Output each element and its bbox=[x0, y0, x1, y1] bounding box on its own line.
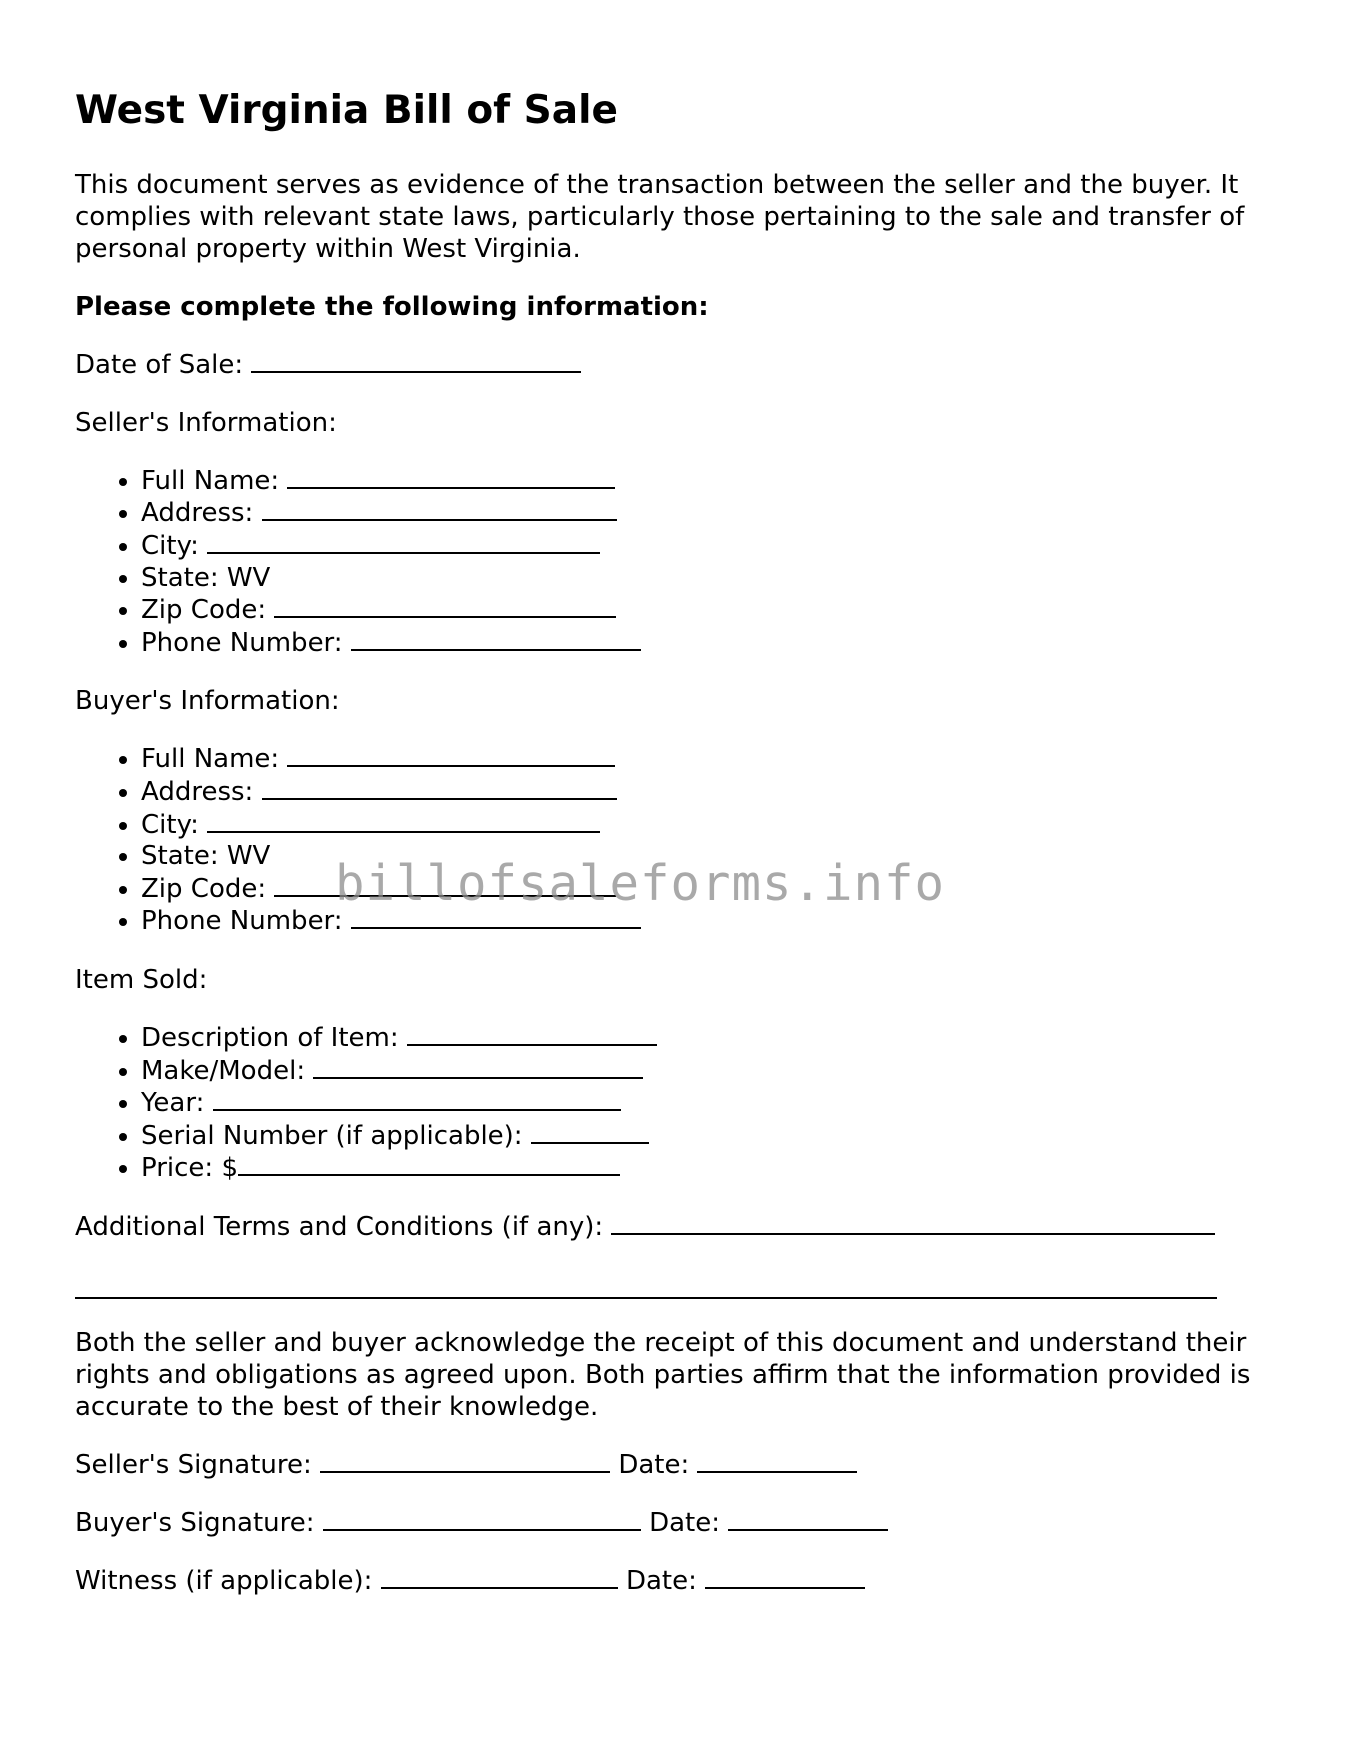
seller-signature-label: Seller's Signature: bbox=[75, 1449, 312, 1480]
seller-city-label: City: bbox=[141, 530, 199, 561]
buyer-city-label: City: bbox=[141, 809, 199, 840]
buyer-zip-label: Zip Code: bbox=[141, 873, 267, 904]
acknowledgement-paragraph: Both the seller and buyer acknowledge the receipt of this document and understand their rights and obligations as agreed upon. Both parties affirm that the information provided is accurate to the best of their knowledge. bbox=[75, 1327, 1251, 1422]
buyer-heading: Buyer's Information: bbox=[75, 686, 340, 717]
witness-date-label: Date: bbox=[625, 1565, 697, 1596]
list-item bbox=[141, 627, 1295, 660]
list-item bbox=[141, 530, 1295, 563]
item-heading: Item Sold: bbox=[75, 964, 208, 995]
seller-signature-row bbox=[75, 1449, 1295, 1481]
seller-date-blank[interactable] bbox=[697, 1449, 857, 1473]
seller-phone-blank[interactable] bbox=[351, 627, 641, 651]
instruction-heading: Please complete the following information: bbox=[75, 291, 709, 322]
date-of-sale-label: Date of Sale: bbox=[75, 349, 244, 380]
list-item bbox=[141, 1087, 1295, 1120]
item-price-blank[interactable] bbox=[238, 1152, 620, 1176]
buyer-address-label: Address: bbox=[141, 776, 254, 807]
seller-state-label: State: WV bbox=[141, 562, 271, 593]
seller-info-list bbox=[75, 465, 1295, 660]
seller-city-blank[interactable] bbox=[207, 530, 600, 554]
item-price-label: Price: $ bbox=[141, 1153, 238, 1184]
list-item bbox=[141, 809, 1295, 842]
seller-heading: Seller's Information: bbox=[75, 407, 337, 438]
buyer-phone-label: Phone Number: bbox=[141, 906, 343, 937]
seller-full-name-blank[interactable] bbox=[287, 465, 615, 489]
witness-signature-label: Witness (if applicable): bbox=[75, 1565, 373, 1596]
item-make-model-label: Make/Model: bbox=[141, 1055, 306, 1086]
item-serial-blank[interactable] bbox=[531, 1120, 649, 1144]
list-item bbox=[141, 497, 1295, 530]
buyer-date-label: Date: bbox=[649, 1507, 720, 1538]
item-serial-label: Serial Number (if applicable): bbox=[141, 1120, 523, 1151]
list-item bbox=[141, 465, 1295, 498]
seller-phone-label: Phone Number: bbox=[141, 627, 343, 658]
buyer-full-name-blank[interactable] bbox=[287, 743, 615, 767]
buyer-full-name-label: Full Name: bbox=[141, 744, 280, 775]
list-item bbox=[141, 1022, 1295, 1055]
intro-paragraph: This document serves as evidence of the transaction between the seller and the buyer. It complies with relevant state laws, particularly those pertaining to the sale and transfer of personal property within West Virginia. bbox=[75, 169, 1245, 264]
buyer-address-blank[interactable] bbox=[262, 776, 617, 800]
buyer-state-label: State: WV bbox=[141, 841, 271, 872]
watermark-text: billofsaleforms.info bbox=[335, 855, 946, 912]
item-description-label: Description of Item: bbox=[141, 1022, 399, 1053]
witness-signature-blank[interactable] bbox=[381, 1565, 618, 1589]
list-item bbox=[141, 1152, 1295, 1185]
seller-date-label: Date: bbox=[618, 1449, 690, 1480]
seller-address-label: Address: bbox=[141, 498, 254, 529]
seller-address-blank[interactable] bbox=[262, 497, 617, 521]
list-item bbox=[141, 563, 1295, 595]
additional-terms-blank[interactable] bbox=[611, 1211, 1215, 1235]
list-item bbox=[141, 1120, 1295, 1153]
document-title: West Virginia Bill of Sale bbox=[75, 88, 618, 133]
buyer-signature-blank[interactable] bbox=[323, 1507, 641, 1531]
date-of-sale-row bbox=[75, 349, 1295, 381]
item-make-model-blank[interactable] bbox=[313, 1055, 643, 1079]
seller-zip-blank[interactable] bbox=[274, 594, 616, 618]
list-item bbox=[141, 776, 1295, 809]
item-year-label: Year: bbox=[141, 1088, 205, 1119]
item-year-blank[interactable] bbox=[213, 1087, 621, 1111]
seller-zip-label: Zip Code: bbox=[141, 595, 267, 626]
list-item bbox=[141, 1055, 1295, 1088]
additional-terms-label: Additional Terms and Conditions (if any): bbox=[75, 1211, 604, 1242]
item-description-blank[interactable] bbox=[407, 1022, 657, 1046]
buyer-city-blank[interactable] bbox=[207, 809, 600, 833]
buyer-signature-label: Buyer's Signature: bbox=[75, 1507, 315, 1538]
witness-date-blank[interactable] bbox=[705, 1565, 865, 1589]
seller-signature-blank[interactable] bbox=[320, 1449, 610, 1473]
additional-terms-line[interactable] bbox=[75, 1295, 1217, 1299]
date-of-sale-blank[interactable] bbox=[251, 349, 581, 373]
item-info-list bbox=[75, 1022, 1295, 1185]
seller-full-name-label: Full Name: bbox=[141, 465, 280, 496]
buyer-date-blank[interactable] bbox=[728, 1507, 888, 1531]
list-item bbox=[141, 594, 1295, 627]
witness-signature-row bbox=[75, 1565, 1295, 1597]
additional-terms-row bbox=[75, 1211, 1295, 1243]
buyer-signature-row bbox=[75, 1507, 1295, 1539]
list-item bbox=[141, 743, 1295, 776]
